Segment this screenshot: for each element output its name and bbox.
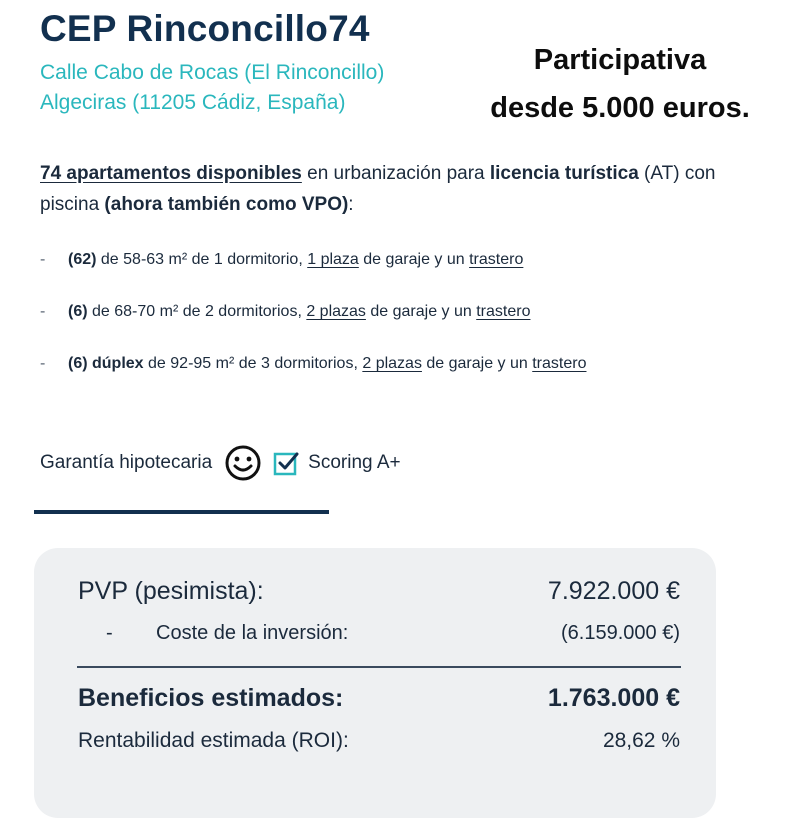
features-row <box>40 445 401 481</box>
bullet-dash: - <box>40 355 46 372</box>
section-divider <box>34 510 329 514</box>
address-city: Algeciras (11205 Cádiz, España) <box>40 91 346 114</box>
unit-mid: de garaje y un <box>421 355 533 372</box>
bullet-dash: - <box>40 251 46 268</box>
list-item <box>40 246 760 298</box>
unit-mid: de garaje y un <box>365 303 477 320</box>
unit-count: (6) <box>68 355 88 372</box>
intro-text-1: en urbanización para <box>301 163 490 184</box>
cost-row <box>78 622 680 645</box>
roi-label: Rentabilidad estimada (ROI): <box>78 729 349 752</box>
cost-value: (6.159.000 €) <box>561 622 680 644</box>
promo-line-1: Participativa <box>533 44 707 76</box>
scoring-label: Scoring A+ <box>308 452 401 473</box>
vpo-note: (ahora también como VPO) <box>104 194 349 215</box>
pvp-label: PVP (pesimista): <box>78 577 264 605</box>
licence-type: licencia turística <box>489 163 639 184</box>
unit-storage: trastero <box>476 303 531 320</box>
address <box>40 58 384 118</box>
unit-desc: de 68-70 m² de 2 dormitorios, <box>87 303 307 320</box>
benefit-row <box>78 684 680 713</box>
unit-parking: 2 plazas <box>306 303 366 320</box>
intro-paragraph <box>40 158 720 220</box>
promo-line-2: desde 5.000 euros. <box>490 92 750 124</box>
promo-banner <box>440 36 800 132</box>
unit-count: (6) <box>68 303 88 320</box>
available-count: 74 apartamentos disponibles <box>40 163 302 184</box>
list-item <box>40 350 760 402</box>
apartment-list <box>40 246 760 402</box>
unit-mid: de garaje y un <box>358 251 470 268</box>
intro-colon: : <box>348 194 354 215</box>
bullet-dash: - <box>40 303 46 320</box>
unit-desc: de 92-95 m² de 3 dormitorios, <box>143 355 363 372</box>
guarantee-label: Garantía hipotecaria <box>40 452 213 473</box>
unit-desc: de 58-63 m² de 1 dormitorio, <box>96 251 308 268</box>
unit-count: (62) <box>68 251 97 268</box>
unit-parking: 2 plazas <box>362 355 422 372</box>
address-street: Calle Cabo de Rocas (El Rinconcillo) <box>40 61 385 84</box>
unit-storage: trastero <box>532 355 587 372</box>
smiley-face-icon <box>224 444 262 482</box>
unit-parking: 1 plaza <box>307 251 359 268</box>
roi-row <box>78 729 680 753</box>
cost-label-group <box>78 622 348 645</box>
page-title: CEP Rinconcillo74 <box>40 8 370 49</box>
benefit-value: 1.763.000 € <box>547 684 680 712</box>
checkbox-checked-icon <box>272 449 300 477</box>
roi-value: 28,62 % <box>602 729 680 752</box>
list-item <box>40 298 760 350</box>
pvp-value: 7.922.000 € <box>547 577 680 605</box>
unit-type: dúplex <box>87 355 144 372</box>
intro-text-2: (AT) con piscina <box>40 163 716 215</box>
cost-label: Coste de la inversión: <box>156 622 349 644</box>
summary-divider <box>77 666 681 668</box>
pvp-row <box>78 577 680 606</box>
cost-dash: - <box>106 622 113 644</box>
benefit-label: Beneficios estimados: <box>78 684 344 712</box>
unit-storage: trastero <box>469 251 524 268</box>
